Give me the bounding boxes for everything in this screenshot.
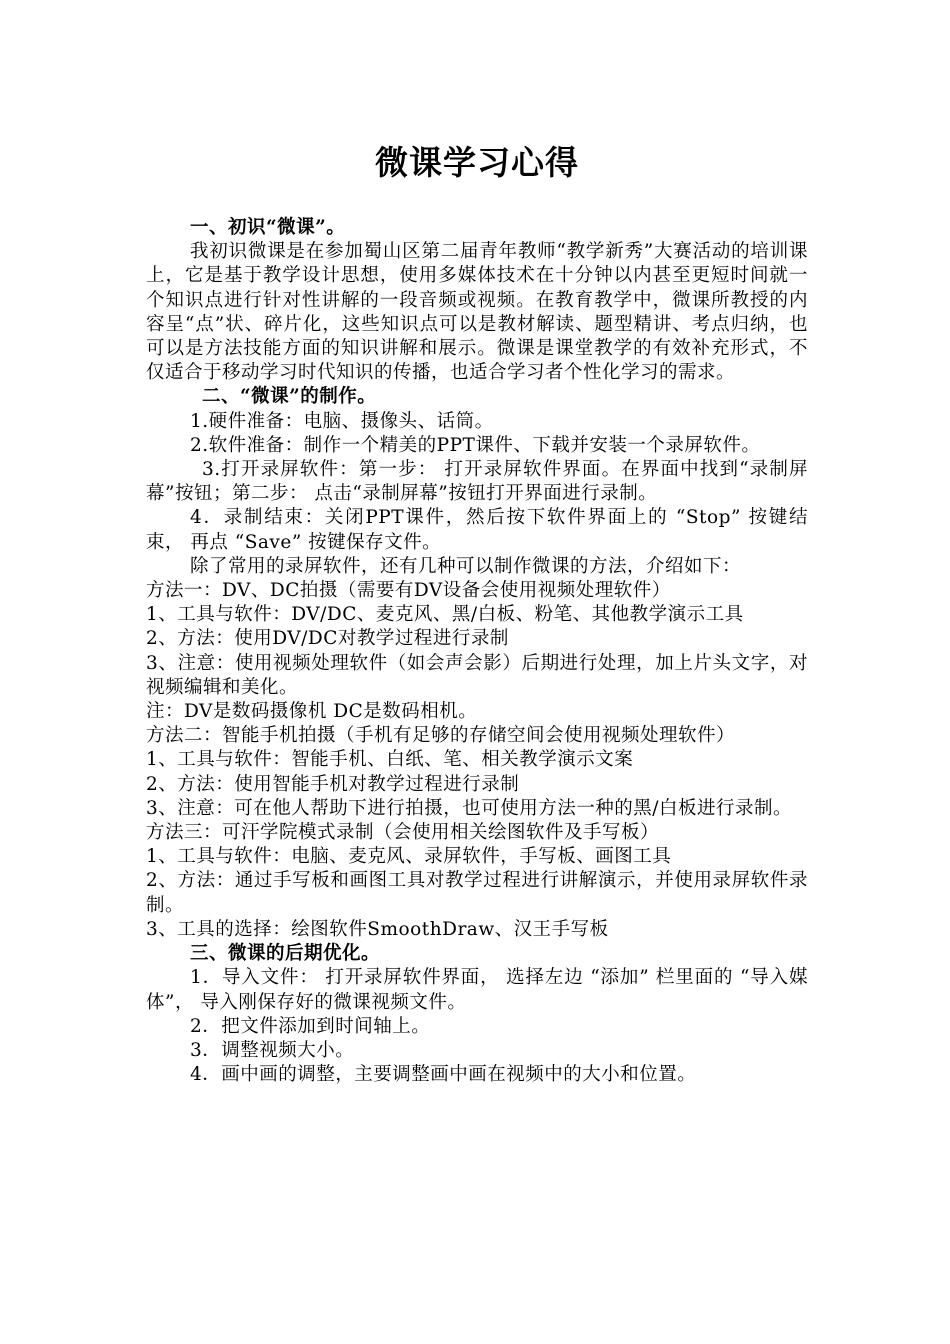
section-heading: 二、“微课”的制作。 — [202, 386, 377, 408]
paragraph: 3、工具的选择：绘图软件SmoothDraw、汉王手写板 — [146, 918, 609, 940]
paragraph: 1.硬件准备：电脑、摄像头、话筒。 — [190, 410, 494, 432]
document-title: 微课学习心得 — [375, 143, 579, 182]
paragraph: 3.打开录屏软件：第一步： 打开录屏软件界面。在界面中找到“录制屏幕”按钮；第二步： 点击“录制屏幕”按钮打开界面进行录制。 — [146, 459, 808, 505]
paragraph: 2.软件准备：制作一个精美的PPT课件、下载并安装一个录屏软件。 — [190, 434, 761, 456]
paragraph: 1．导入文件： 打开录屏软件界面， 选择左边 “添加” 栏里面的 “导入媒体”， 导入刚保存好的微课视频文件。 — [146, 967, 808, 1013]
section-heading: 一、初识“微课”。 — [190, 217, 346, 238]
paragraph: 2、方法：使用DV/DC对教学过程进行录制 — [146, 628, 509, 650]
paragraph: 3、注意：可在他人帮助下进行拍摄，也可使用方法一种的黑/白板进行录制。 — [146, 797, 793, 819]
paragraph: 方法二：智能手机拍摄（手机有足够的存储空间会使用视频处理软件） — [146, 725, 736, 747]
document-body — [146, 216, 808, 1087]
paragraph: 2、方法：通过手写板和画图工具对教学过程进行讲解演示，并使用录屏软件录制。 — [146, 870, 808, 916]
paragraph: 方法三：可汗学院模式录制（会使用相关绘图软件及手写板） — [146, 822, 660, 844]
paragraph: 3、注意：使用视频处理软件（如会声会影）后期进行处理，加上片头文字，对视频编辑和美化。 — [146, 652, 808, 698]
section-heading: 三、微课的后期优化。 — [190, 943, 381, 965]
paragraph: 我初识微课是在参加蜀山区第二届青年教师“教学新秀”大赛活动的培训课上，它是基于教学设计思想，使用多媒体技术在十分钟以内甚至更短时间就一个知识点进行针对性讲解的一段音频或视频。在教育教学中，微课所教授的内容呈“点”状、碎片化，这些知识点可以是教材解读、题型精讲、考点归纳，也可以是方法技能方面的知识讲解和展示。微课是课堂教学的有效补充形式，不仅适合于移动学习时代知识的传播，也适合学习者个性化学习的需求。 — [146, 241, 808, 384]
paragraph: 除了常用的录屏软件，还有几种可以制作微课的方法，介绍如下： — [190, 555, 742, 577]
paragraph: 3．调整视频大小。 — [190, 1039, 355, 1061]
paragraph: 2、方法：使用智能手机对教学过程进行录制 — [146, 773, 520, 795]
paragraph: 2．把文件添加到时间轴上。 — [190, 1015, 431, 1037]
paragraph: 1、工具与软件：电脑、麦克风、录屏软件，手写板、画图工具 — [146, 846, 672, 868]
paragraph: 注：DV是数码摄像机 DC是数码相机。 — [146, 701, 478, 723]
paragraph: 1、工具与软件：DV/DC、麦克风、黑/白板、粉笔、其他教学演示工具 — [146, 604, 744, 626]
paragraph: 4．录制结束：关闭PPT课件，然后按下软件界面上的 “Stop” 按键结束， 再点 “Save” 按键保存文件。 — [146, 507, 808, 553]
paragraph: 方法一：DV、DC拍摄（需要有DV设备会使用视频处理软件） — [146, 580, 671, 602]
document-page — [146, 140, 808, 1087]
paragraph: 1、工具与软件：智能手机、白纸、笔、相关教学演示文案 — [146, 749, 634, 771]
paragraph: 4．画中画的调整，主要调整画中画在视频中的大小和位置。 — [190, 1064, 697, 1086]
